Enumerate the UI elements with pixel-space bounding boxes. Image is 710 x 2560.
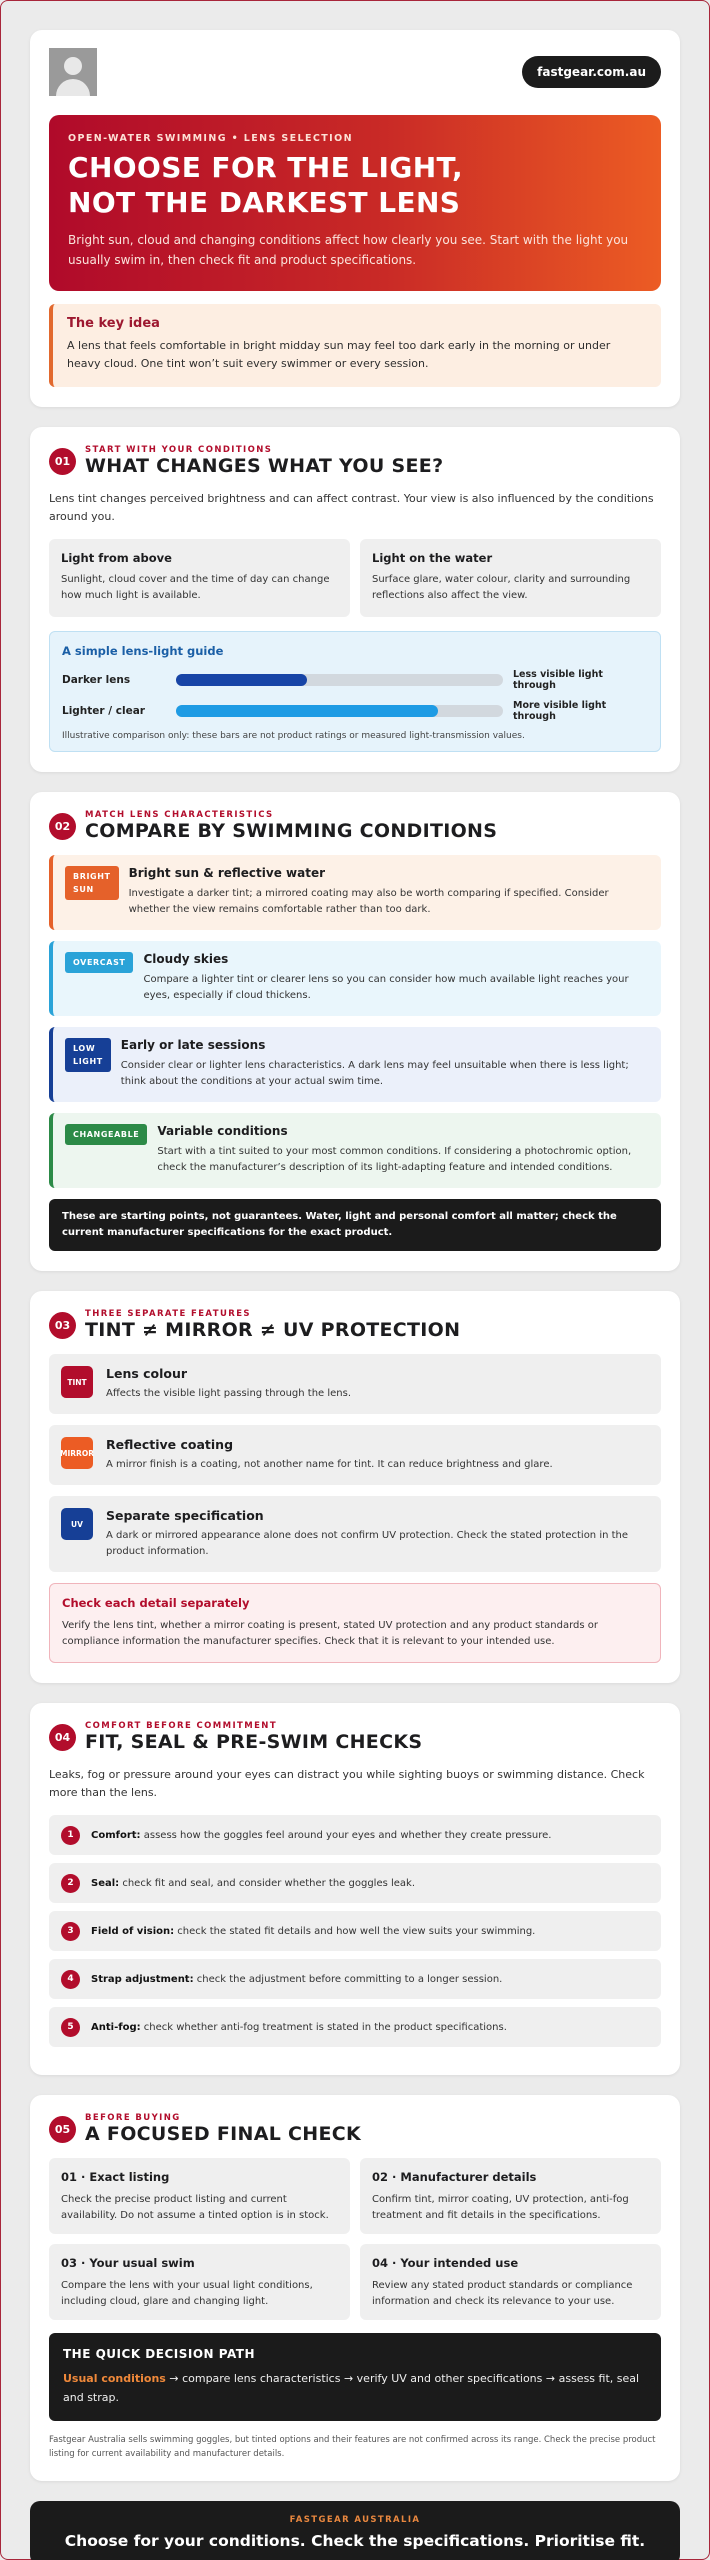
check-text: Strap adjustment: check the adjustment before committing to a longer session. [91,1973,503,1985]
feature-mirror [49,1425,661,1485]
check-separately-callout [49,1583,661,1663]
section-number: 01 [49,448,76,475]
check-text: Field of vision: check the stated fit details and how well the view suits your swimming. [91,1925,536,1937]
callout-text: Verify the lens tint, whether a mirror coating is present, stated UV protection and any product standards or compliance information the manufacturer specifies. Check that it is relevant to your intended use. [62,1620,599,1647]
section-title: COMPARE BY SWIMMING CONDITIONS [85,820,498,842]
condition-title: Early or late sessions [120,1038,266,1052]
title-line-1: CHOOSE FOR THE LIGHT, [68,151,464,184]
info-box-title: Light from above [61,551,172,565]
guide-row-darker [62,669,648,691]
guide-row-note: More visible light through [513,700,607,722]
section-lead: Leaks, fog or pressure around your eyes can distract you while sighting buoys or swimming distance. Check more than the lens. [49,1768,645,1799]
final-check-text: Confirm tint, mirror coating, UV protection, anti-fog treatment and fit details in the specifications. [372,2194,629,2221]
check-number: 3 [61,1922,80,1941]
hero-intro: Bright sun, cloud and changing conditions affect how clearly you see. Start with the light you usually swim in, then check fit and product specifications. [68,233,629,267]
footer-banner [30,2501,680,2560]
page-title [68,150,642,220]
key-idea-callout [49,304,661,387]
section-1-card [30,427,680,772]
section-eyebrow: START WITH YOUR CONDITIONS [85,445,273,455]
section-number: 02 [49,813,76,840]
final-check-text: Review any stated product standards or compliance information and check its relevance to your use. [372,2280,633,2307]
section-3-card [30,1291,680,1683]
section-eyebrow: COMFORT BEFORE COMMITMENT [85,1721,278,1731]
condition-badge: LOW LIGHT [65,1038,111,1072]
final-check-box [360,2244,661,2320]
section-4-heading [49,1721,661,1754]
guide-row-note: Less visible light through [513,669,603,691]
final-check-box [49,2158,350,2234]
condition-badge: CHANGEABLE [65,1124,147,1145]
final-check-title: 04 · Your intended use [372,2256,519,2270]
section-3-heading [49,1309,661,1342]
feature-tint [49,1354,661,1414]
final-check-text: Compare the lens with your usual light conditions, including cloud, glare and changing light. [61,2280,313,2307]
condition-title: Bright sun & reflective water [128,866,326,880]
footer-eyebrow: FASTGEAR AUSTRALIA [289,2515,421,2525]
info-box-title: Light on the water [372,551,493,565]
check-text: Seal: check fit and seal, and consider whether the goggles leak. [91,1877,416,1889]
header-card [30,30,680,407]
check-item [49,1959,661,1999]
decision-title: THE QUICK DECISION PATH [63,2347,256,2361]
section-5-heading [49,2113,661,2146]
footer-tagline: Choose for your conditions. Check the specifications. Prioritise fit. [64,2532,646,2550]
condition-text: Compare a lighter tint or clearer lens so you can consider how much available light reaches your eyes, especially if cloud thickens. [143,974,629,1001]
guide-bar-track [176,705,503,717]
final-check-box [49,2244,350,2320]
condition-bright-sun [49,855,661,930]
check-item [49,1815,661,1855]
section-number: 03 [49,1312,76,1339]
check-text: Anti-fog: check whether anti-fog treatment is stated in the product specifications. [91,2021,507,2033]
section-number: 04 [49,1724,76,1751]
section-1-heading [49,445,661,478]
final-check-title: 01 · Exact listing [61,2170,170,2184]
section-5-card [30,2095,680,2481]
section-2-heading [49,810,661,843]
user-placeholder-icon [49,48,97,96]
hero-eyebrow: OPEN-WATER SWIMMING • LENS SELECTION [68,133,353,144]
final-check-title: 02 · Manufacturer details [372,2170,537,2184]
top-bar [49,48,661,96]
final-check-box [360,2158,661,2234]
condition-badge: BRIGHT SUN [65,866,119,900]
guide-bar-fill [176,674,307,686]
uv-icon: UV [61,1508,93,1540]
final-check-grid [49,2158,661,2320]
condition-text: Consider clear or lighter lens characteristics. A dark lens may feel unsuitable when there is less light; think about the conditions at your actual swim time. [120,1060,629,1087]
key-idea-text: A lens that feels comfortable in bright midday sun may feel too dark early in the morning or under heavy cloud. One tint won’t suit every swimmer or every session. [67,339,611,370]
tint-icon: TINT [61,1366,93,1398]
section-title: A FOCUSED FINAL CHECK [85,2123,362,2145]
guide-title: A simple lens-light guide [62,644,224,658]
check-item [49,2007,661,2047]
lens-light-guide [49,631,661,752]
feature-title: Lens colour [106,1366,188,1381]
condition-badge: OVERCAST [65,952,133,973]
check-number: 1 [61,1826,80,1845]
callout-title: Check each detail separately [62,1596,250,1610]
condition-changeable [49,1113,661,1188]
starting-points-note: These are starting points, not guarantees. Water, light and personal comfort all matter; check the current manufacturer specifications for the exact product. [49,1199,661,1251]
section-eyebrow: BEFORE BUYING [85,2113,181,2123]
hero-banner [49,115,661,291]
condition-low-light [49,1027,661,1102]
guide-bar-track [176,674,503,686]
condition-title: Variable conditions [157,1124,288,1138]
section-eyebrow: THREE SEPARATE FEATURES [85,1309,251,1319]
section-eyebrow: MATCH LENS CHARACTERISTICS [85,810,274,820]
section-number: 05 [49,2116,76,2143]
section-title: WHAT CHANGES WHAT YOU SEE? [85,455,444,477]
section-2-card [30,792,680,1271]
feature-text: A mirror finish is a coating, not another name for tint. It can reduce brightness and glare. [106,1459,553,1470]
section-lead: Lens tint changes perceived brightness and can affect contrast. Your view is also influenced by the conditions around you. [49,492,654,523]
guide-footnote: Illustrative comparison only: these bars are not product ratings or measured light-transmission values. [62,731,525,741]
disclaimer: Fastgear Australia sells swimming goggles, but tinted options and their features are not confirmed across its range. Check the precise product listing for current availability and manufacturer details. [49,2435,656,2459]
guide-row-lighter [62,700,648,722]
info-box [360,539,661,617]
guide-row-label: Darker lens [62,674,131,686]
guide-bar-fill [176,705,438,717]
check-item [49,1911,661,1951]
title-line-2: NOT THE DARKEST LENS [68,186,461,219]
check-number: 4 [61,1970,80,1989]
check-number: 5 [61,2018,80,2037]
decision-path-box [49,2333,661,2421]
condition-text: Investigate a darker tint; a mirrored coating may also be worth comparing if specified. Consider whether the view remains comfortable rather than too dark. [128,888,609,915]
feature-text: Affects the visible light passing through the lens. [106,1388,352,1399]
decision-text: Usual conditions → compare lens characteristics → verify UV and other specifications → assess fit, seal and strap. [63,2372,640,2404]
site-link-pill[interactable]: fastgear.com.au [522,56,661,88]
feature-uv [49,1496,661,1572]
section-title: TINT ≠ MIRROR ≠ UV PROTECTION [85,1319,461,1341]
check-text: Comfort: assess how the goggles feel around your eyes and whether they create pressure. [91,1829,552,1841]
key-idea-title: The key idea [67,316,160,331]
feature-title: Reflective coating [106,1437,234,1452]
condition-text: Start with a tint suited to your most common conditions. If considering a photochromic option, check the manufacturer’s description of its light-adapting feature and intended conditions. [157,1146,632,1173]
condition-overcast [49,941,661,1016]
section-4-card [30,1703,680,2075]
feature-title: Separate specification [106,1508,264,1523]
final-check-title: 03 · Your usual swim [61,2256,195,2270]
info-box-text: Sunlight, cloud cover and the time of day can change how much light is available. [61,574,330,601]
final-check-text: Check the precise product listing and current availability. Do not assume a tinted option is in stock. [61,2194,329,2221]
mirror-icon: MIRROR [61,1437,93,1469]
info-box-text: Surface glare, water colour, clarity and surrounding reflections also affect the view. [372,574,631,601]
info-box [49,539,350,617]
check-item [49,1863,661,1903]
light-source-grid [49,539,661,617]
section-title: FIT, SEAL & PRE-SWIM CHECKS [85,1731,423,1753]
condition-title: Cloudy skies [143,952,229,966]
check-number: 2 [61,1874,80,1893]
guide-row-label: Lighter / clear [62,705,145,717]
feature-text: A dark or mirrored appearance alone does not confirm UV protection. Check the stated protection in the product information. [106,1530,629,1557]
